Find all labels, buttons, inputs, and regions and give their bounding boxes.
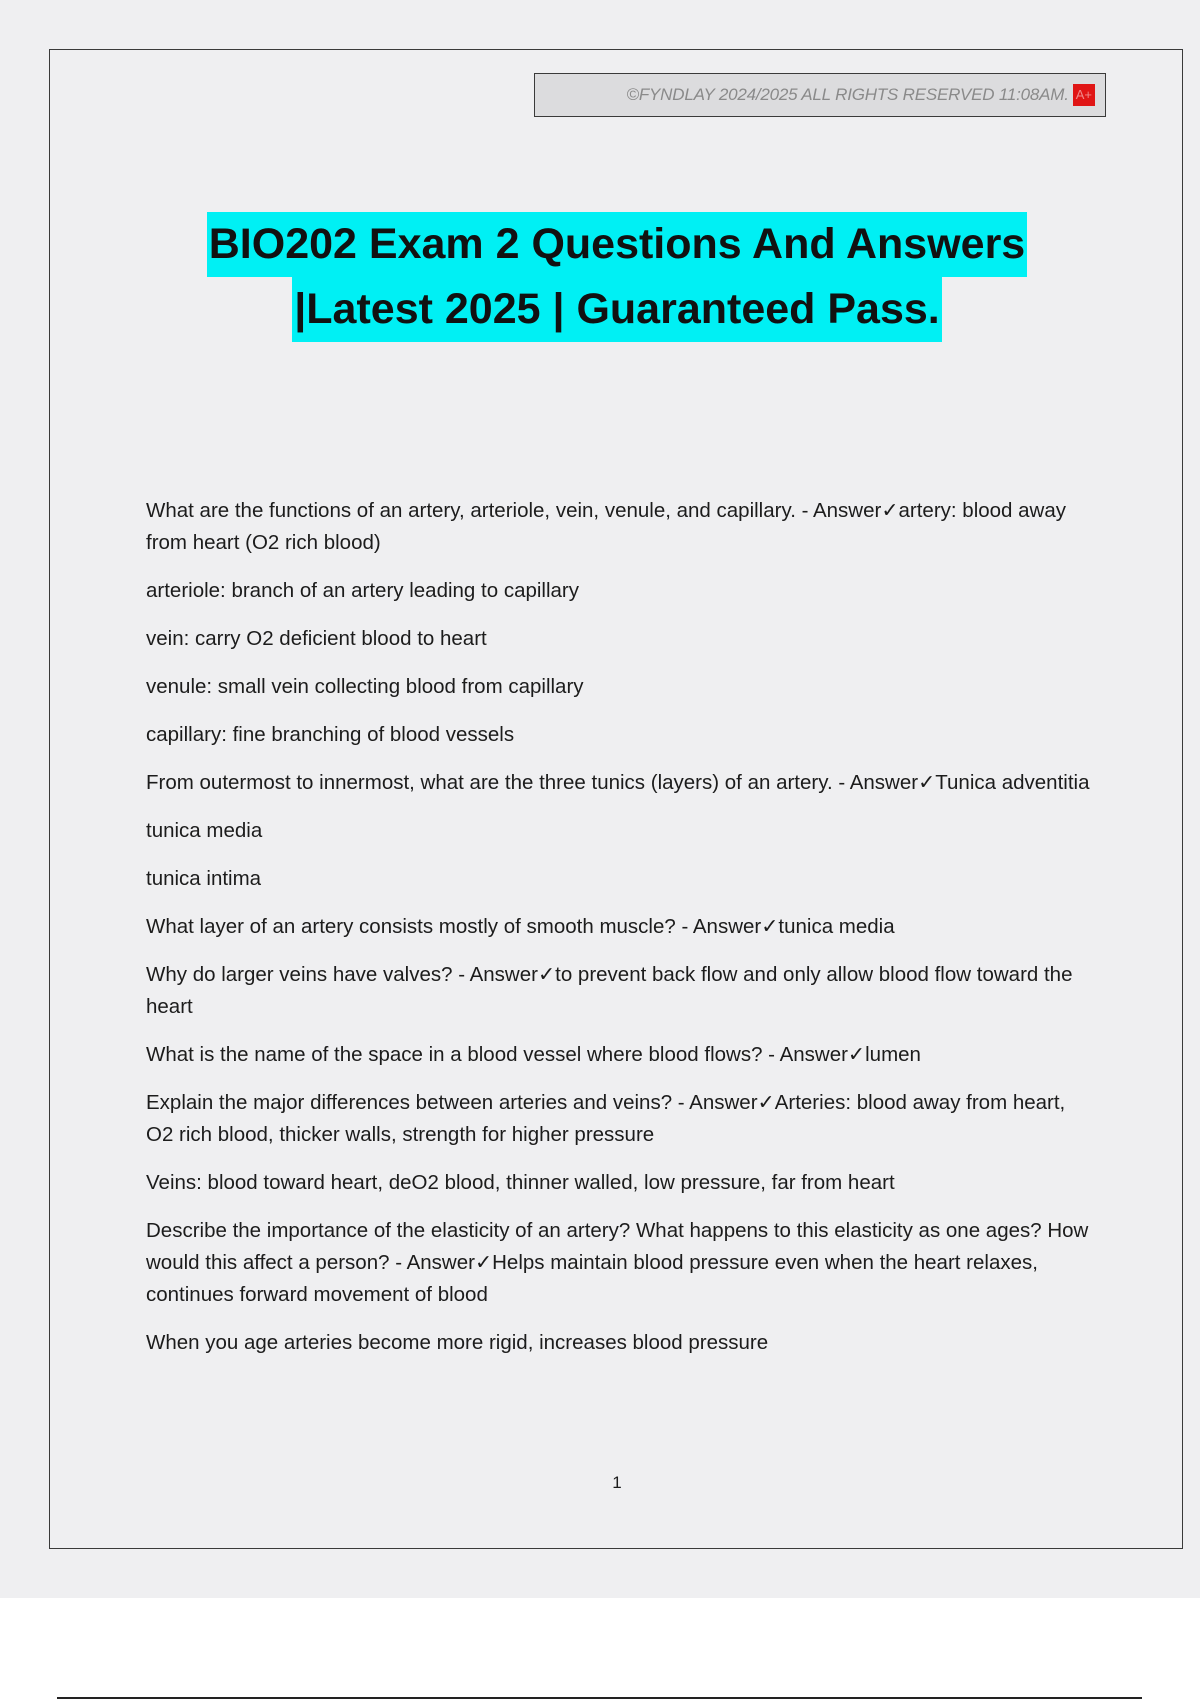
qa-paragraph: Why do larger veins have valves? - Answer✓to prevent back flow and only allow blood flow toward the heart [146,963,1073,1018]
qa-paragraph: Describe the importance of the elasticity of an artery? What happens to this elasticity as one ages? How would this affect a person? - Answer✓Helps maintain blood pressure even when the heart relaxes, continues forward movement of blood [146,1219,1089,1306]
qa-paragraph: venule: small vein collecting blood from capillary [146,675,584,698]
qa-paragraph: tunica intima [146,867,262,890]
qa-paragraph: What is the name of the space in a blood vessel where blood flows? - Answer✓lumen [146,1043,921,1066]
document-title [0,212,1200,342]
qa-paragraph: arteriole: branch of an artery leading to capillary [146,579,580,602]
qa-paragraph: vein: carry O2 deficient blood to heart [146,627,487,650]
qa-paragraph: What layer of an artery consists mostly of smooth muscle? - Answer✓tunica media [146,915,895,938]
copyright-text: ©FYNDLAY 2024/2025 ALL RIGHTS RESERVED 11:08AM. [626,85,1069,104]
qa-paragraph: tunica media [146,819,263,842]
qa-paragraph: Explain the major differences between arteries and veins? - Answer✓Arteries: blood away from heart, O2 rich blood, thicker walls, strength for higher pressure [146,1091,1066,1146]
qa-paragraph: When you age arteries become more rigid, increases blood pressure [146,1331,769,1354]
qa-content [146,495,1096,1375]
qa-paragraph: What are the functions of an artery, arteriole, vein, venule, and capillary. - Answer✓artery: blood away from heart (O2 rich blood) [146,499,1067,554]
copyright-header [534,73,1106,117]
page-divider [57,1697,1142,1699]
grade-badge: A+ [1073,84,1095,106]
qa-paragraph: Veins: blood toward heart, deO2 blood, thinner walled, low pressure, far from heart [146,1171,895,1194]
qa-paragraph: From outermost to innermost, what are the three tunics (layers) of an artery. - Answer✓Tunica adventitia [146,771,1090,794]
title-line-1: BIO202 Exam 2 Questions And Answers [207,212,1027,277]
qa-paragraph: capillary: fine branching of blood vessels [146,723,515,746]
page-number: 1 [612,1473,622,1492]
title-line-2: |Latest 2025 | Guaranteed Pass. [292,277,941,342]
